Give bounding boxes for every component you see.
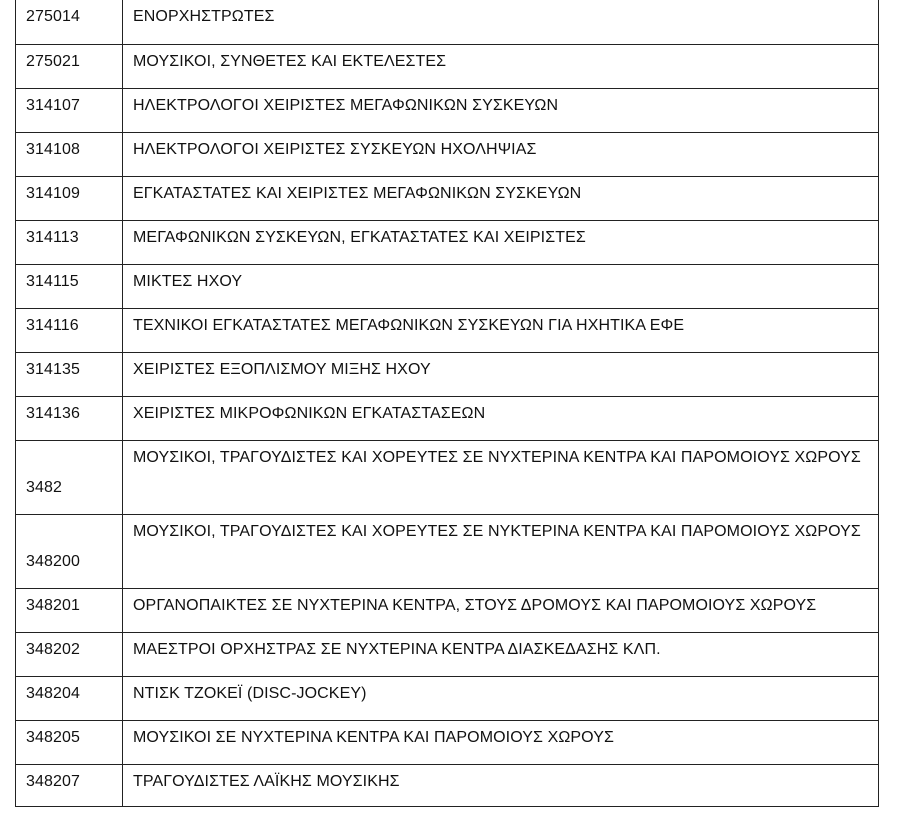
occupation-code: 314116 bbox=[16, 308, 123, 352]
occupation-code: 348200 bbox=[16, 514, 123, 588]
occupation-description: ΗΛΕΚΤΡΟΛΟΓΟΙ ΧΕΙΡΙΣΤΕΣ ΣΥΣΚΕΥΩΝ ΗΧΟΛΗΨΙΑΣ bbox=[123, 132, 879, 176]
table-row bbox=[16, 440, 879, 514]
occupation-code: 348202 bbox=[16, 632, 123, 676]
table-row bbox=[16, 132, 879, 176]
occupation-description: ΕΝΟΡΧΗΣΤΡΩΤΕΣ bbox=[123, 0, 879, 44]
occupation-code: 3482 bbox=[16, 440, 123, 514]
occupation-description: ΜΟΥΣΙΚΟΙ, ΣΥΝΘΕΤΕΣ ΚΑΙ ΕΚΤΕΛΕΣΤΕΣ bbox=[123, 44, 879, 88]
table-row bbox=[16, 88, 879, 132]
occupation-code: 348201 bbox=[16, 588, 123, 632]
occupation-code: 275014 bbox=[16, 0, 123, 44]
table-row bbox=[16, 588, 879, 632]
occupation-description: ΧΕΙΡΙΣΤΕΣ ΜΙΚΡΟΦΩΝΙΚΩΝ ΕΓΚΑΤΑΣΤΑΣΕΩΝ bbox=[123, 396, 879, 440]
table-row bbox=[16, 0, 879, 44]
occupation-description: ΗΛΕΚΤΡΟΛΟΓΟΙ ΧΕΙΡΙΣΤΕΣ ΜΕΓΑΦΩΝΙΚΩΝ ΣΥΣΚΕΥΩΝ bbox=[123, 88, 879, 132]
occupation-code: 348205 bbox=[16, 720, 123, 764]
occupation-code: 348204 bbox=[16, 676, 123, 720]
occupation-description: ΝΤΙΣΚ ΤΖΟΚΕΪ (DISC-JOCKEY) bbox=[123, 676, 879, 720]
occupation-description: ΧΕΙΡΙΣΤΕΣ ΕΞΟΠΛΙΣΜΟΥ ΜΙΞΗΣ ΗΧΟΥ bbox=[123, 352, 879, 396]
occupation-code: 314109 bbox=[16, 176, 123, 220]
occupation-description: ΜΟΥΣΙΚΟΙ ΣΕ ΝΥΧΤΕΡΙΝΑ ΚΕΝΤΡΑ ΚΑΙ ΠΑΡΟΜΟΙΟΥΣ ΧΩΡΟΥΣ bbox=[123, 720, 879, 764]
table-row bbox=[16, 720, 879, 764]
occupation-code: 314136 bbox=[16, 396, 123, 440]
occupation-description: ΜΟΥΣΙΚΟΙ, ΤΡΑΓΟΥΔΙΣΤΕΣ ΚΑΙ ΧΟΡΕΥΤΕΣ ΣΕ ΝΥΚΤΕΡΙΝΑ ΚΕΝΤΡΑ ΚΑΙ ΠΑΡΟΜΟΙΟΥΣ ΧΩΡΟΥΣ bbox=[123, 514, 879, 588]
occupation-description: ΜΕΓΑΦΩΝΙΚΩΝ ΣΥΣΚΕΥΩΝ, ΕΓΚΑΤΑΣΤΑΤΕΣ ΚΑΙ ΧΕΙΡΙΣΤΕΣ bbox=[123, 220, 879, 264]
table-row bbox=[16, 220, 879, 264]
occupation-description: ΜΟΥΣΙΚΟΙ, ΤΡΑΓΟΥΔΙΣΤΕΣ ΚΑΙ ΧΟΡΕΥΤΕΣ ΣΕ ΝΥΧΤΕΡΙΝΑ ΚΕΝΤΡΑ ΚΑΙ ΠΑΡΟΜΟΙΟΥΣ ΧΩΡΟΥΣ bbox=[123, 440, 879, 514]
table-row bbox=[16, 676, 879, 720]
occupation-description: ΤΕΧΝΙΚΟΙ ΕΓΚΑΤΑΣΤΑΤΕΣ ΜΕΓΑΦΩΝΙΚΩΝ ΣΥΣΚΕΥΩΝ ΓΙΑ ΗΧΗΤΙΚΑ ΕΦΕ bbox=[123, 308, 879, 352]
occupation-codes-table-container bbox=[15, 0, 878, 807]
table-row bbox=[16, 176, 879, 220]
occupation-code: 314135 bbox=[16, 352, 123, 396]
table-row bbox=[16, 396, 879, 440]
table-row bbox=[16, 632, 879, 676]
occupation-description: ΜΑΕΣΤΡΟΙ ΟΡΧΗΣΤΡΑΣ ΣΕ ΝΥΧΤΕΡΙΝΑ ΚΕΝΤΡΑ ΔΙΑΣΚΕΔΑΣΗΣ ΚΛΠ. bbox=[123, 632, 879, 676]
table-row bbox=[16, 308, 879, 352]
table-row bbox=[16, 264, 879, 308]
occupation-description: ΕΓΚΑΤΑΣΤΑΤΕΣ ΚΑΙ ΧΕΙΡΙΣΤΕΣ ΜΕΓΑΦΩΝΙΚΩΝ ΣΥΣΚΕΥΩΝ bbox=[123, 176, 879, 220]
occupation-code: 314107 bbox=[16, 88, 123, 132]
occupation-code: 314115 bbox=[16, 264, 123, 308]
table-row bbox=[16, 44, 879, 88]
occupation-code: 348207 bbox=[16, 764, 123, 806]
occupation-description: ΜΙΚΤΕΣ ΗΧΟΥ bbox=[123, 264, 879, 308]
table-row bbox=[16, 764, 879, 806]
occupation-code: 275021 bbox=[16, 44, 123, 88]
occupation-code: 314113 bbox=[16, 220, 123, 264]
occupation-description: ΟΡΓΑΝΟΠΑΙΚΤΕΣ ΣΕ ΝΥΧΤΕΡΙΝΑ ΚΕΝΤΡΑ, ΣΤΟΥΣ ΔΡΟΜΟΥΣ ΚΑΙ ΠΑΡΟΜΟΙΟΥΣ ΧΩΡΟΥΣ bbox=[123, 588, 879, 632]
table-row bbox=[16, 352, 879, 396]
table-row bbox=[16, 514, 879, 588]
occupation-code: 314108 bbox=[16, 132, 123, 176]
occupation-description: ΤΡΑΓΟΥΔΙΣΤΕΣ ΛΑΪΚΗΣ ΜΟΥΣΙΚΗΣ bbox=[123, 764, 879, 806]
occupation-codes-table bbox=[15, 0, 879, 807]
